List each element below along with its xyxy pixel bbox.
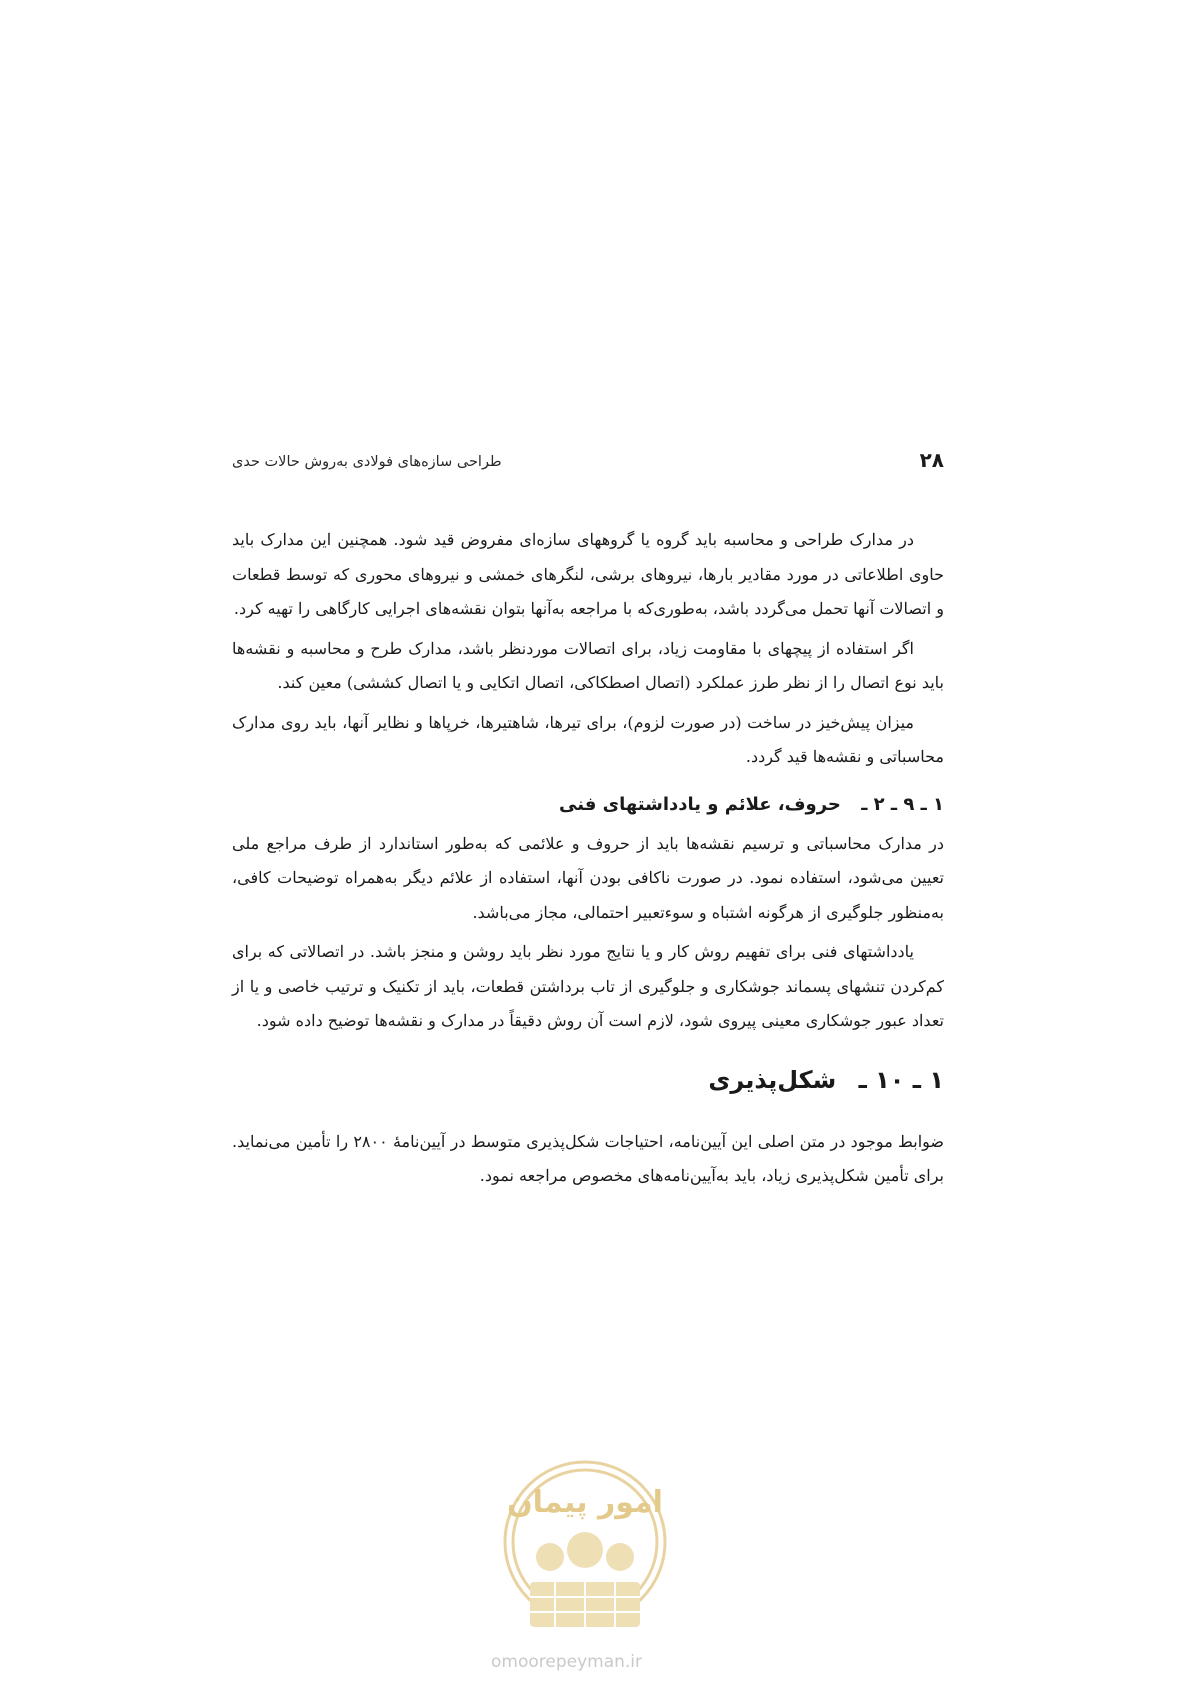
page-number: ۲۸: [919, 448, 944, 472]
section-heading-symbols: [232, 783, 944, 827]
paragraph-design-documents: در مدارک طراحی و محاسبه باید گروه یا گروههای سازه‌ای مفروض قید شود. همچنین این مدارک باید حاوی اطلاعاتی در مورد مقادیر بارها، نیروهای برشی، لنگرهای خمشی و نیروهای محوری که توسط قطعات و اتصالات آنها تحمل می‌گردد باشد، به‌طوری‌که با مراجعه به‌آنها بتوان نقشه‌های اجرایی کارگاهی را تهیه کرد.: [232, 530, 944, 618]
seal-text: امور پیمان: [507, 1485, 663, 1520]
section-number: ۱ ـ ۱۰ ـ: [858, 1065, 944, 1094]
section-title: شکل‌پذیری: [708, 1065, 837, 1094]
section-title: حروف، علائم و یادداشتهای فنی: [559, 793, 841, 815]
paragraph-camber: میزان پیش‌خیز در ساخت (در صورت لزوم)، برای تیرها، شاهتیرها، خرپاها و نظایر آنها، باید روی مدارک محاسباتی و نقشه‌ها قید گردد.: [232, 712, 944, 766]
paragraph-ductility: ضوابط موجود در متن اصلی این آیین‌نامه، احتیاجات شکل‌پذیری متوسط در آیین‌نامهٔ ۲۸۰۰ را تأمین می‌نماید. برای تأمین شکل‌پذیری زیاد، باید به‌آیین‌نامه‌های مخصوص مراجعه نمود.: [232, 1131, 944, 1185]
paragraph-technical-notes: یادداشتهای فنی برای تفهیم روش کار و یا نتایج مورد نظر باید روشن و منجز باشد. در اتصالاتی که برای کم‌کردن تنشهای پسماند جوشکاری و جلوگیری از تاب برداشتن قطعات، باید از تکنیک و ترتیب خاصی و یا از تعداد عبور جوشکاری معینی پیروی شود، لازم است آن روش دقیقاً در مدارک و نقشه‌ها توضیح داده شود.: [232, 942, 944, 1030]
running-title: طراحی سازه‌های فولادی به‌روش حالات حدی: [232, 454, 502, 470]
page-header: [232, 448, 944, 478]
paragraph-bolt-connections: اگر استفاده از پیچهای با مقاومت زیاد، برای اتصالات موردنظر باشد، مدارک طرح و محاسبه و نقشه‌ها باید نوع اتصال را از نظر طرز عملکرد (اتصال اصطکاکی، اتصال اتکایی و یا اتصال کششی) معین کند.: [232, 638, 944, 692]
section-heading-ductility: [232, 1055, 944, 1105]
page-body: [232, 523, 944, 1199]
watermark-site: omoorepeyman.ir: [491, 1652, 643, 1672]
section-number: ۱ ـ ۹ ـ ۲ ـ: [861, 793, 944, 815]
watermark-seal-icon: [500, 1432, 670, 1662]
paragraph-symbols: در مدارک محاسباتی و ترسیم نقشه‌ها باید از حروف و علائمی که به‌طور استاندارد از طرف مراجع ملی تعیین می‌شود، استفاده نمود. در صورت ناکافی بودن آنها، استفاده از علائم دیگر به‌همراه توضیحات کافی، به‌منظور جلوگیری از هرگونه اشتباه و سوءتعبیر احتمالی، مجاز می‌باشد.: [232, 833, 944, 922]
